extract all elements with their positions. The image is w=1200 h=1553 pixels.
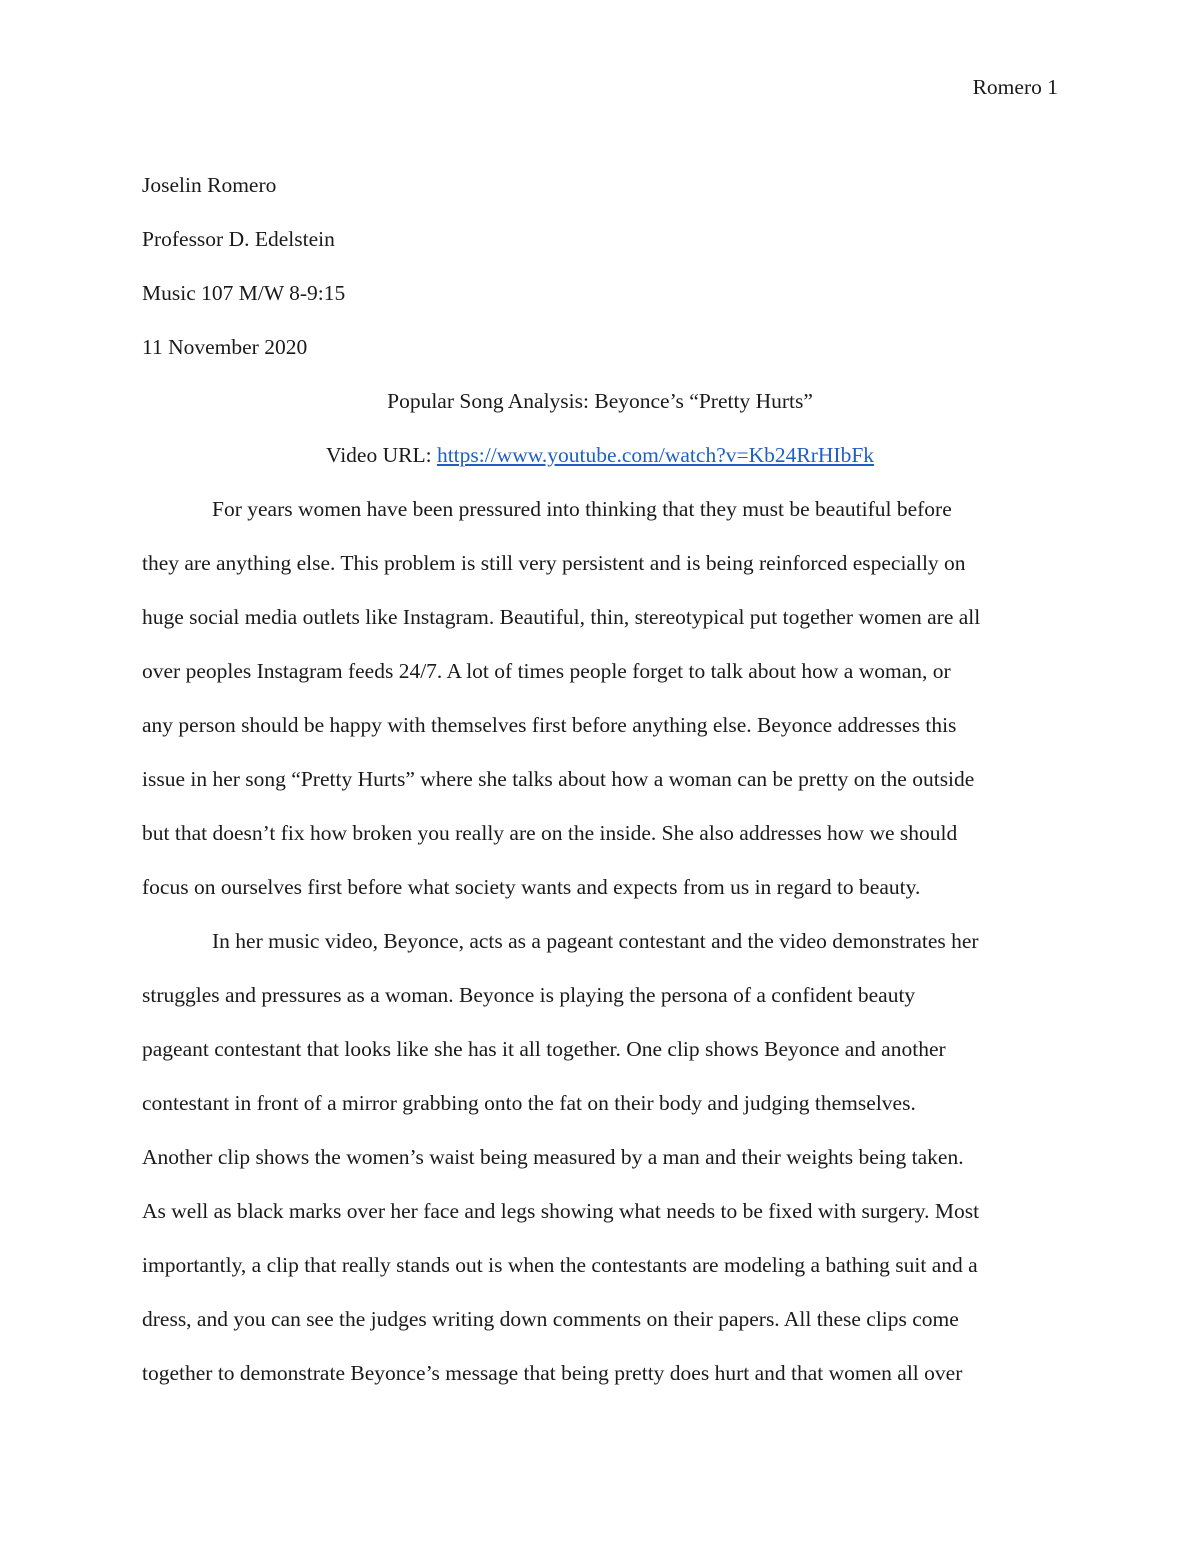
essay-title: Popular Song Analysis: Beyonce’s “Pretty Hurts” <box>387 389 813 413</box>
body-line: struggles and pressures as a woman. Beyonce is playing the persona of a confident beauty <box>142 983 916 1007</box>
instructor-name: Professor D. Edelstein <box>142 227 335 251</box>
body-line: they are anything else. This problem is still very persistent and is being reinforced especially on <box>142 551 966 575</box>
video-url-line <box>0 440 1200 470</box>
body-line: pageant contestant that looks like she has it all together. One clip shows Beyonce and another <box>142 1037 946 1061</box>
date: 11 November 2020 <box>142 335 308 359</box>
video-url-link[interactable]: https://www.youtube.com/watch?v=Kb24RrHIbFk <box>436 443 875 467</box>
body-line: but that doesn’t fix how broken you really are on the inside. She also addresses how we should <box>142 821 958 845</box>
body-line: issue in her song “Pretty Hurts” where she talks about how a woman can be pretty on the outside <box>142 767 975 791</box>
body-line: contestant in front of a mirror grabbing onto the fat on their body and judging themselves. <box>142 1091 916 1115</box>
body-line: For years women have been pressured into thinking that they must be beautiful before <box>212 497 952 521</box>
body-line: In her music video, Beyonce, acts as a pageant contestant and the video demonstrates her <box>212 929 979 953</box>
body-line: Another clip shows the women’s waist being measured by a man and their weights being taken. <box>142 1145 964 1169</box>
video-url-label: Video URL: <box>325 443 437 467</box>
body-line: As well as black marks over her face and legs showing what needs to be fixed with surgery. Most <box>142 1199 980 1223</box>
body-line: dress, and you can see the judges writing down comments on their papers. All these clips come <box>142 1307 959 1331</box>
course-info: Music 107 M/W 8-9:15 <box>142 281 346 305</box>
body-line: together to demonstrate Beyonce’s message that being pretty does hurt and that women all over <box>142 1361 963 1385</box>
running-head: Romero 1 <box>972 75 1058 99</box>
body-line: importantly, a clip that really stands out is when the contestants are modeling a bathing suit and a <box>142 1253 978 1277</box>
body-line: any person should be happy with themselves first before anything else. Beyonce addresses this <box>142 713 957 737</box>
body-line: over peoples Instagram feeds 24/7. A lot of times people forget to talk about how a woman, or <box>142 659 951 683</box>
body-line: huge social media outlets like Instagram. Beautiful, thin, stereotypical put together women are all <box>142 605 981 629</box>
body-line: focus on ourselves first before what society wants and expects from us in regard to beauty. <box>142 875 921 899</box>
author-name: Joselin Romero <box>142 173 277 197</box>
